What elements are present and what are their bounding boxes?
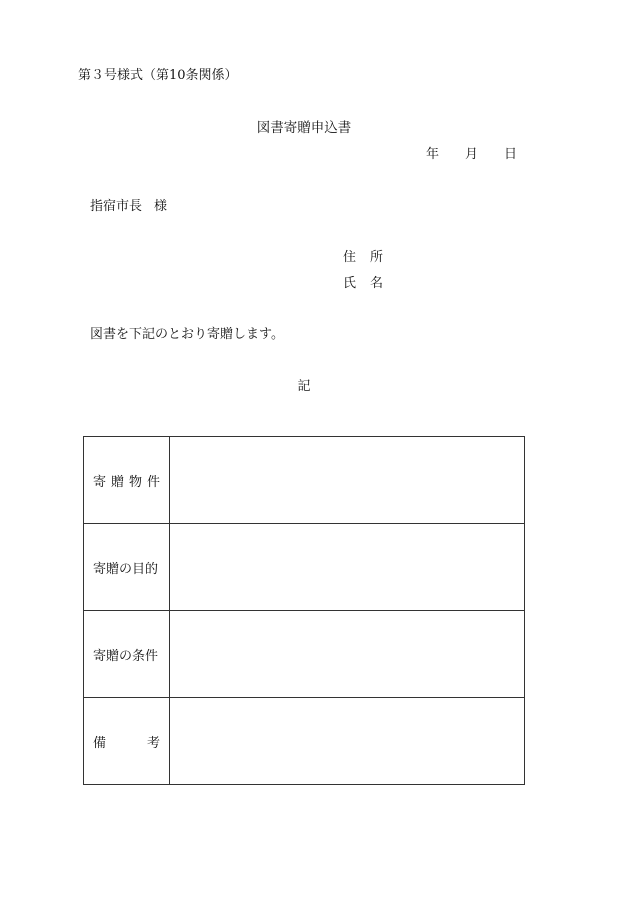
donation-purpose-field[interactable] (170, 524, 525, 611)
applicant-address-label (343, 251, 383, 264)
label-text: 寄贈の目的 (93, 561, 159, 577)
donation-statement: 図書を下記のとおり寄贈します。 (90, 327, 284, 342)
date-year-label: 年 (426, 147, 440, 162)
table-row (84, 698, 525, 785)
label-char: 贈 (110, 474, 124, 490)
applicant-name-label (343, 277, 383, 290)
donation-conditions-label (84, 611, 170, 698)
remarks-field[interactable] (170, 698, 525, 785)
table-row (84, 437, 525, 524)
table-row (84, 524, 525, 611)
donation-purpose-label (84, 524, 170, 611)
address-char-1: 住 (343, 250, 357, 265)
donation-detail-table (83, 436, 525, 785)
name-char-1: 氏 (343, 276, 357, 291)
document-title: 図書寄贈申込書 (256, 120, 352, 136)
date-day-label: 日 (504, 147, 518, 162)
donated-items-field[interactable] (170, 437, 525, 524)
label-char: 考 (146, 735, 160, 751)
remarks-label (84, 698, 170, 785)
form-number: 第３号様式（第10条関係） (78, 68, 238, 83)
donation-conditions-field[interactable] (170, 611, 525, 698)
date-month-label: 月 (465, 147, 479, 162)
name-char-2: 名 (370, 276, 384, 291)
addressee-name: 指宿市長 (90, 199, 143, 214)
table-row (84, 611, 525, 698)
ki-heading: 記 (297, 379, 311, 394)
label-text: 寄贈の条件 (93, 648, 159, 664)
label-char: 寄 (93, 474, 107, 490)
donated-items-label (84, 437, 170, 524)
date-line (426, 148, 517, 161)
label-char: 備 (93, 735, 107, 751)
addressee (90, 200, 167, 213)
label-char: 件 (146, 474, 160, 490)
address-char-2: 所 (370, 250, 384, 265)
addressee-honorific: 様 (154, 199, 168, 214)
label-char: 物 (128, 474, 142, 490)
